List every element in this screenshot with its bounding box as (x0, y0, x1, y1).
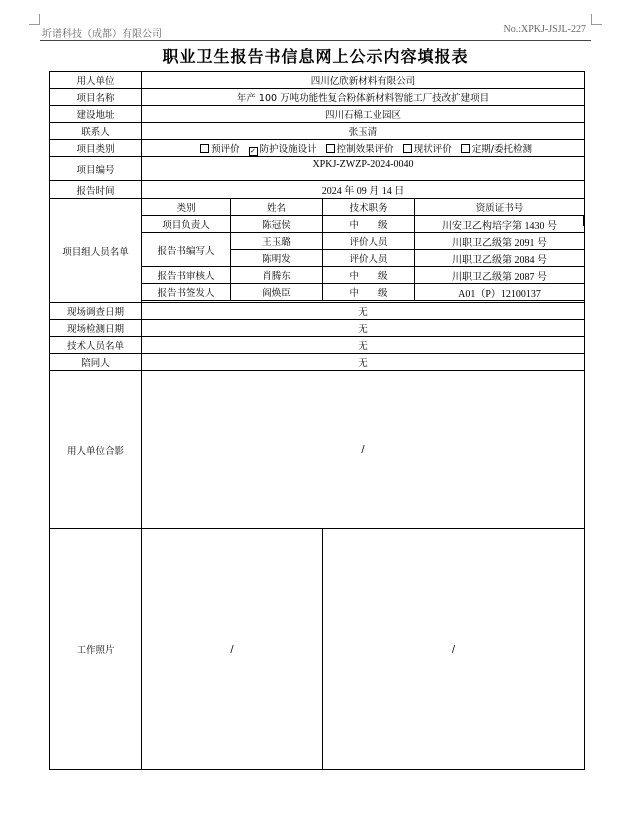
survey-date-label: 现场调查日期 (50, 303, 142, 320)
survey-date-row (50, 303, 585, 320)
writer-role: 报告书编写人 (142, 233, 231, 267)
checkbox-protection-design[interactable]: ✓ (250, 146, 257, 155)
checkbox-pre-evaluation[interactable] (200, 144, 209, 153)
option-pre-evaluation: 预评价 (211, 143, 240, 155)
reviewer-role: 报告书审核人 (142, 267, 231, 284)
disclosure-form-table (49, 71, 585, 770)
edge-tick-mark (583, 216, 585, 226)
corner-mark-right (591, 14, 602, 25)
category-label: 项目类别 (50, 140, 142, 157)
signer-cert: A01（P）12100137 (415, 284, 585, 301)
signer-role: 报告书签发人 (142, 284, 231, 301)
team-header-category: 类别 (142, 199, 231, 216)
work-photos-row (50, 529, 585, 770)
technicians-value: 无 (142, 337, 585, 354)
team-header-name: 姓名 (231, 199, 323, 216)
reviewer-title: 中 级 (323, 267, 415, 284)
header-company: 圻谱科技（成都）有限公司 (42, 29, 162, 40)
option-protection-design: 防护设施设计 (259, 143, 317, 155)
category-options (142, 140, 585, 157)
group-photo-value: / (142, 371, 585, 529)
writer-2-name: 陈明发 (231, 250, 323, 267)
header-divider (40, 40, 591, 41)
writer-2-title: 评价人员 (323, 250, 415, 267)
leader-cert: 川安卫乙构培字第 1430 号 (415, 216, 585, 233)
signer-name: 阎焕臣 (231, 284, 323, 301)
writer-1-cert: 川职卫乙级第 2091 号 (415, 233, 585, 250)
option-status-evaluation: 现状评价 (413, 143, 452, 155)
work-photos-label: 工作照片 (50, 529, 142, 770)
team-header-row (50, 199, 585, 216)
reviewer-name: 肖腾东 (231, 267, 323, 284)
checkbox-periodic-testing[interactable] (461, 144, 470, 153)
test-date-label: 现场检测日期 (50, 320, 142, 337)
team-header-cert: 资质证书号 (415, 199, 585, 216)
contact-value: 张玉清 (142, 123, 585, 140)
project-no-value: XPKJ-ZWZP-2024-0040 (142, 157, 585, 181)
project-name-value: 年产 100 万吨功能性复合粉体新材料智能工厂技改扩建项目 (142, 89, 585, 106)
technicians-row (50, 337, 585, 354)
test-date-row (50, 320, 585, 337)
address-value: 四川石棉工业园区 (142, 106, 585, 123)
group-photo-row (50, 371, 585, 529)
team-header-title: 技术职务 (323, 199, 415, 216)
work-photo-left: / (142, 529, 323, 770)
leader-role: 项目负责人 (142, 216, 231, 233)
checkbox-control-evaluation[interactable] (326, 144, 335, 153)
leader-name: 陈冠侯 (231, 216, 323, 233)
technicians-label: 技术人员名单 (50, 337, 142, 354)
employer-row (50, 72, 585, 89)
address-row (50, 106, 585, 123)
employer-value: 四川亿欣新材料有限公司 (142, 72, 585, 89)
writer-1-title: 评价人员 (323, 233, 415, 250)
escort-label: 陪同人 (50, 354, 142, 371)
corner-mark-left (29, 14, 40, 25)
option-periodic-testing: 定期/委托检测 (471, 143, 532, 155)
leader-title: 中 级 (323, 216, 415, 233)
writer-1-name: 王玉璐 (231, 233, 323, 250)
signer-title: 中 级 (323, 284, 415, 301)
header-doc-number: No.:XPKJ-JSJL-227 (503, 24, 586, 35)
project-no-label: 项目编号 (50, 157, 142, 181)
work-photo-right: / (323, 529, 585, 770)
option-control-evaluation: 控制效果评价 (336, 143, 394, 155)
writer-2-cert: 川职卫乙级第 2084 号 (415, 250, 585, 267)
escort-value: 无 (142, 354, 585, 371)
team-label: 项目组人员名单 (50, 199, 142, 303)
employer-label: 用人单位 (50, 72, 142, 89)
checkbox-status-evaluation[interactable] (403, 144, 412, 153)
page-title: 职业卫生报告书信息网上公示内容填报表 (162, 47, 469, 66)
project-no-row (50, 157, 585, 181)
report-time-label: 报告时间 (50, 181, 142, 199)
address-label: 建设地址 (50, 106, 142, 123)
contact-row (50, 123, 585, 140)
escort-row (50, 354, 585, 371)
report-time-value: 2024 年 09 月 14 日 (142, 181, 585, 199)
project-name-label: 项目名称 (50, 89, 142, 106)
survey-date-value: 无 (142, 303, 585, 320)
reviewer-cert: 川职卫乙级第 2087 号 (415, 267, 585, 284)
group-photo-label: 用人单位合影 (50, 371, 142, 529)
report-time-row (50, 181, 585, 199)
contact-label: 联系人 (50, 123, 142, 140)
test-date-value: 无 (142, 320, 585, 337)
project-name-row (50, 89, 585, 106)
category-row (50, 140, 585, 157)
